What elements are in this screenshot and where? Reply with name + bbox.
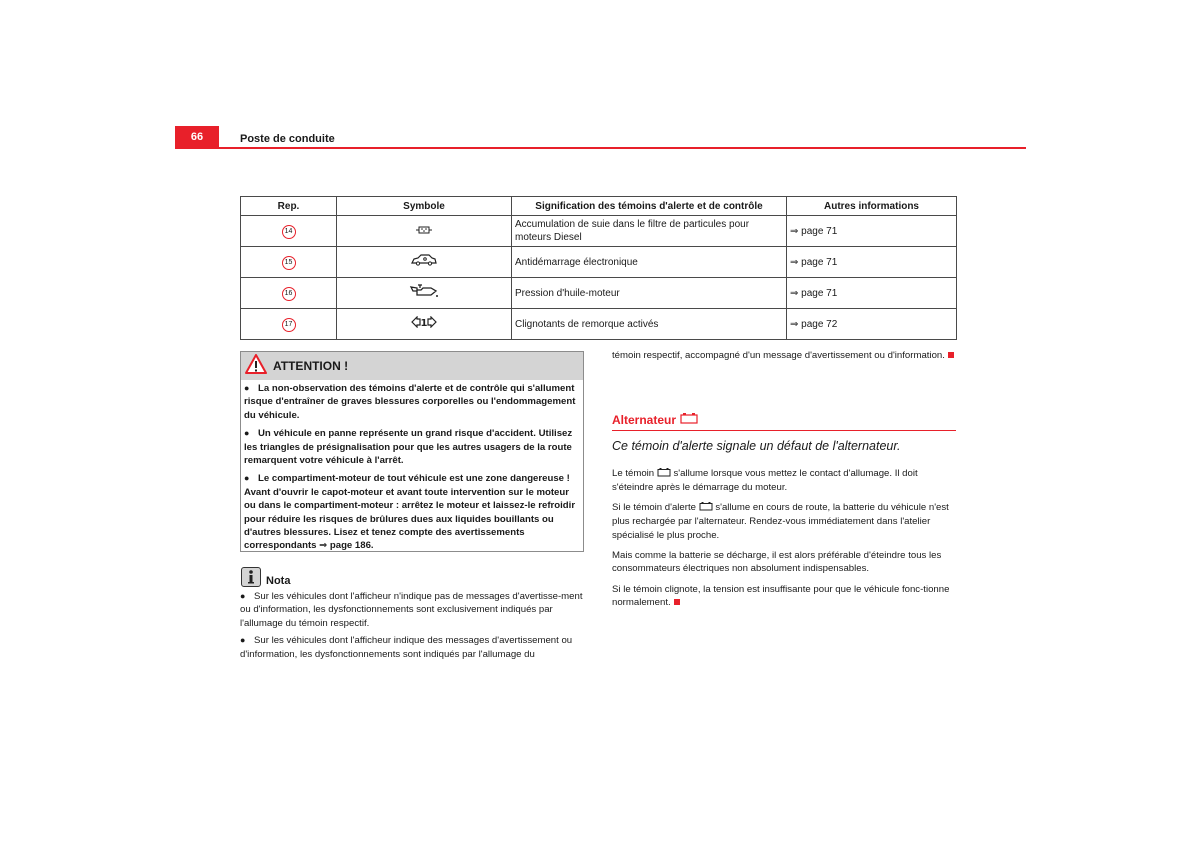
meaning-cell: Pression d'huile-moteur [512,278,787,309]
p2-text-a: Si le témoin d'alerte [612,502,696,513]
rep-cell [241,216,337,247]
warning-text: Le compartiment-moteur de tout véhicule est une zone dangereuse ! Avant d'ouvrir le capot-moteur et avant toute intervention sur le moteur ou dans le compartiment-moteur : arrêtez le moteur et laissez-le refroidir pour réduire les risques de brûlures dues aux liquides bouillants ou d'autres blessures. Lisez et tenez compte des avertissements correspondants ⇒ page 186. [244,473,576,552]
end-marker [948,352,954,358]
col-header-symbol: Symbole [337,197,512,216]
warning-text: Un véhicule en panne représente un grand risque d'accident. Utilisez les triangles de présignalisation pour que les autres usagers de la route remarquent votre véhicule à l'arrêt. [244,428,573,467]
info-icon [241,567,261,587]
col-header-info: Autres informations [787,197,957,216]
bullet-icon: ● [244,473,250,484]
col-header-rep: Rep. [241,197,337,216]
warning-body [241,380,583,553]
rep-number: 15 [282,256,296,270]
header-rule [175,147,1026,149]
alternator-paragraph-1 [612,467,957,495]
warning-title: ATTENTION ! [273,359,349,373]
p4-text: Si le témoin clignote, la tension est insuffisante pour que le véhicule fonc-tionne normalement. [612,584,950,609]
table-row [241,216,957,247]
info-cell: ⇒ page 71 [787,216,957,247]
note-item [240,634,585,661]
info-cell: ⇒ page 71 [787,247,957,278]
rep-cell [241,278,337,309]
symbol-cell [337,247,512,278]
alternator-paragraph-3 [612,549,957,576]
alternator-paragraph-4 [612,583,957,610]
immobilizer-car-key-icon [411,258,437,269]
battery-icon [657,467,671,481]
meaning-cell: Antidémarrage électronique [512,247,787,278]
table-row [241,247,957,278]
page-number: 66 [175,126,219,148]
note-header [241,567,290,587]
p2-text-b: s'allume en cours de route, la batterie du véhicule n'est plus rechargée par l'alternateur. Rendez-vous immédiatement dans l'atelier spécialisé le plus proche. [612,502,949,541]
continuation-text: témoin respectif, accompagné d'un message d'avertissement ou d'information. [612,350,945,361]
col-header-meaning: Signification des témoins d'alerte et de contrôle [512,197,787,216]
end-marker [674,599,680,605]
alternator-heading [612,412,956,427]
warning-lights-table [240,196,957,340]
oil-can-icon [409,290,439,301]
p3-text: Mais comme la batterie se décharge, il est alors préférable d'éteindre tous les consommateurs électriques non absolument indispensables. [612,550,942,575]
symbol-cell [337,309,512,340]
table-row [241,309,957,340]
warning-item [244,427,580,467]
info-cell: ⇒ page 71 [787,278,957,309]
battery-icon [680,412,698,427]
warning-box [240,351,584,552]
continuation-paragraph [612,349,957,362]
meaning-cell: Accumulation de suie dans le filtre de particules pour moteurs Diesel [512,216,787,247]
trailer-turn-signal-icon [411,320,437,331]
note-body [240,590,585,665]
rep-number: 14 [282,225,296,239]
symbol-cell [337,216,512,247]
rep-number: 17 [282,318,296,332]
note-text: Sur les véhicules dont l'afficheur n'indique pas de messages d'avertisse-ment ou d'information, les dysfonctionnements sont exclusivement indiqués par l'allumage du témoin respectif. [240,591,583,629]
bullet-icon: ● [240,591,246,601]
warning-header [241,352,583,380]
warning-triangle-icon [245,354,267,379]
battery-icon [699,501,713,515]
particle-filter-icon [416,226,432,237]
warning-item [244,472,580,552]
table-row [241,278,957,309]
rep-cell [241,247,337,278]
warning-item [244,382,580,422]
bullet-icon: ● [244,383,250,393]
note-text: Sur les véhicules dont l'afficheur indique des messages d'avertissement ou d'information, les dysfonctionnements sont indiqués par l'allumage du [240,635,573,660]
table-header-row [241,197,957,216]
alternator-subtitle: Ce témoin d'alerte signale un défaut de l'alternateur. [612,439,901,453]
svg-text:1: 1 [420,318,428,328]
p1-text-a: Le témoin [612,468,655,479]
note-item [240,590,585,630]
section-title: Poste de conduite [240,133,335,145]
warning-text: La non-observation des témoins d'alerte et de contrôle qui s'allument risque d'entraîner de graves blessures corporelles ou l'endommagement du véhicule. [244,383,576,421]
rep-number: 16 [282,287,296,301]
info-cell: ⇒ page 72 [787,309,957,340]
p1-text-b: s'allume lorsque vous mettez le contact d'allumage. Il doit s'éteindre après le démarrage du moteur. [612,468,918,494]
alternator-title: Alternateur [612,412,677,427]
rep-cell [241,309,337,340]
note-title: Nota [266,575,291,587]
alternator-rule [612,430,956,431]
bullet-icon: ● [240,635,246,646]
bullet-icon: ● [244,428,250,439]
symbol-cell [337,278,512,309]
meaning-cell: Clignotants de remorque activés [512,309,787,340]
alternator-paragraph-2 [612,501,957,542]
